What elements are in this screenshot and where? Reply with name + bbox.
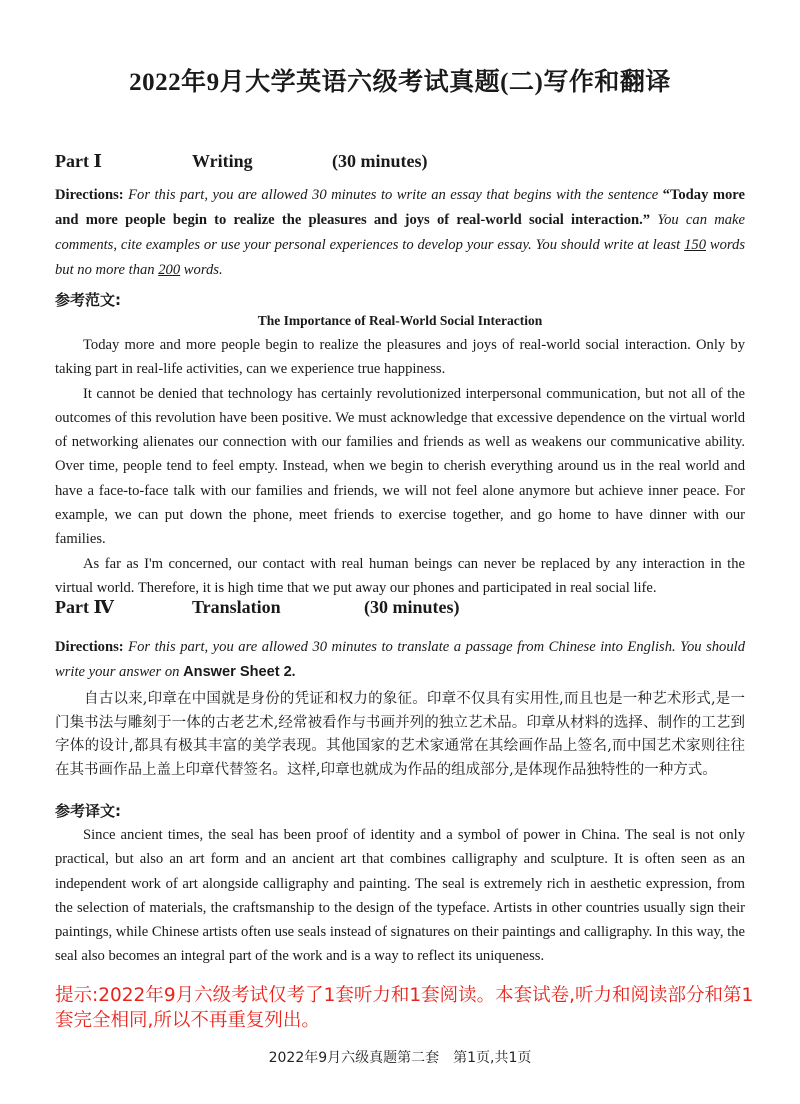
directions-text: For this part, you are allowed 30 minutes to translate a passage from Chinese into English. You should write your answer on <box>55 639 745 680</box>
max-words: 200 <box>158 262 181 278</box>
directions-text: You can make comments, cite examples or use your personal experiences to develop your essay. You should write at least <box>55 212 746 253</box>
directions-text: words. <box>183 262 223 278</box>
part-time: (30 minutes) <box>332 151 428 171</box>
directions-quote: “Today more and more people begin to realize the pleasures and joys of real-world social interaction.” <box>55 187 745 228</box>
chinese-passage: 自古以来,印章在中国就是身份的凭证和权力的象征。印章不仅具有实用性,而且也是一种艺术形式,是一门集书法与雕刻于一体的古老艺术,经常被看作与书画并列的独立艺术品。印章从材料的选择、制作的工艺到字体的设计,都具有极其丰富的美学表现。其他国家的艺术家通常在其绘画作品上签名,而中国艺术家则往往在其书画作品上盖上印章代替签名。这样,印章也就成为作品的组成部分,是体现作品独特性的一种方式。 <box>55 691 745 778</box>
answer-sheet: Answer Sheet 2 <box>183 664 292 680</box>
directions-label: Directions: <box>55 187 124 203</box>
essay-paragraph: Today more and more people begin to realize the pleasures and joys of real-world social interaction. Only by taking part in real-life activities, can we experience true happiness. <box>55 337 745 378</box>
part1-directions <box>55 183 745 283</box>
reference-essay-label: 参考范文: <box>55 291 121 309</box>
notice-text: 提示:2022年9月六级考试仅考了1套听力和1套阅读。本套试卷,听力和阅读部分和第1套完全相同,所以不再重复列出。 <box>55 985 754 1031</box>
min-words: 150 <box>684 237 706 253</box>
translation-paragraph: Since ancient times, the seal has been proof of identity and a symbol of power in China. The seal is not only practical, but also an art form and an ancient art that combines calligraphy and sculpture. It is often seen as an independent work of art alongside calligraphy and painting. The seal is extremely rich in aesthetic expression, from the selection of materials, the craftsmanship to the design of the typeface. Artists in other countries usually sign their paintings, while Chinese artists often use seals instead of signatures on their paintings and calligraphy. In this way, the seal also becomes an integral part of the work and is a way to reflect its uniqueness. <box>55 827 745 965</box>
essay-paragraph: It cannot be denied that technology has certainly revolutionized interpersonal communication, but not all of the outcomes of this revolution have been positive. We must acknowledge that excessive dependence on the virtual world of networking alienates our connection with our families and friends as well as weakens our communicative ability. Over time, people tend to feel empty. Instead, when we begin to cherish everything around us in the real world and have a face-to-face talk with our families and friends, we will not feel alone anymore but achieve inner peace. For example, we can put down the phone, meet friends to exercise together, and go home to have dinner with our families. <box>55 385 745 548</box>
directions-end: . <box>291 664 296 680</box>
part-name: Translation <box>192 597 281 617</box>
essay-title: The Importance of Real-World Social Interaction <box>257 313 543 328</box>
page-footer: 2022年9月六级真题第二套 第1页,共1页 <box>268 1050 532 1066</box>
part4-heading <box>55 597 460 618</box>
part-label: Part Ⅳ <box>55 597 114 617</box>
directions-label: Directions: <box>55 639 124 655</box>
essay-paragraph: As far as I'm concerned, our contact with real human beings can never be replaced by any interaction in the virtual world. Therefore, it is high time that we put away our phones and participated in real social life. <box>55 555 745 596</box>
part-name: Writing <box>192 151 253 171</box>
part1-heading <box>55 151 428 172</box>
directions-text: For this part, you are allowed 30 minutes to write an essay that begins with the sentence <box>128 187 659 203</box>
reference-translation-label: 参考译文: <box>55 802 121 820</box>
directions-text: words but no more than <box>55 237 746 278</box>
essay-body <box>55 333 745 600</box>
part-time: (30 minutes) <box>364 597 460 617</box>
part-label: Part Ⅰ <box>55 151 102 171</box>
translation-body <box>55 823 745 969</box>
document-title: 2022年9月大学英语六级考试真题(二)写作和翻译 <box>129 69 671 96</box>
part4-directions <box>55 635 745 685</box>
